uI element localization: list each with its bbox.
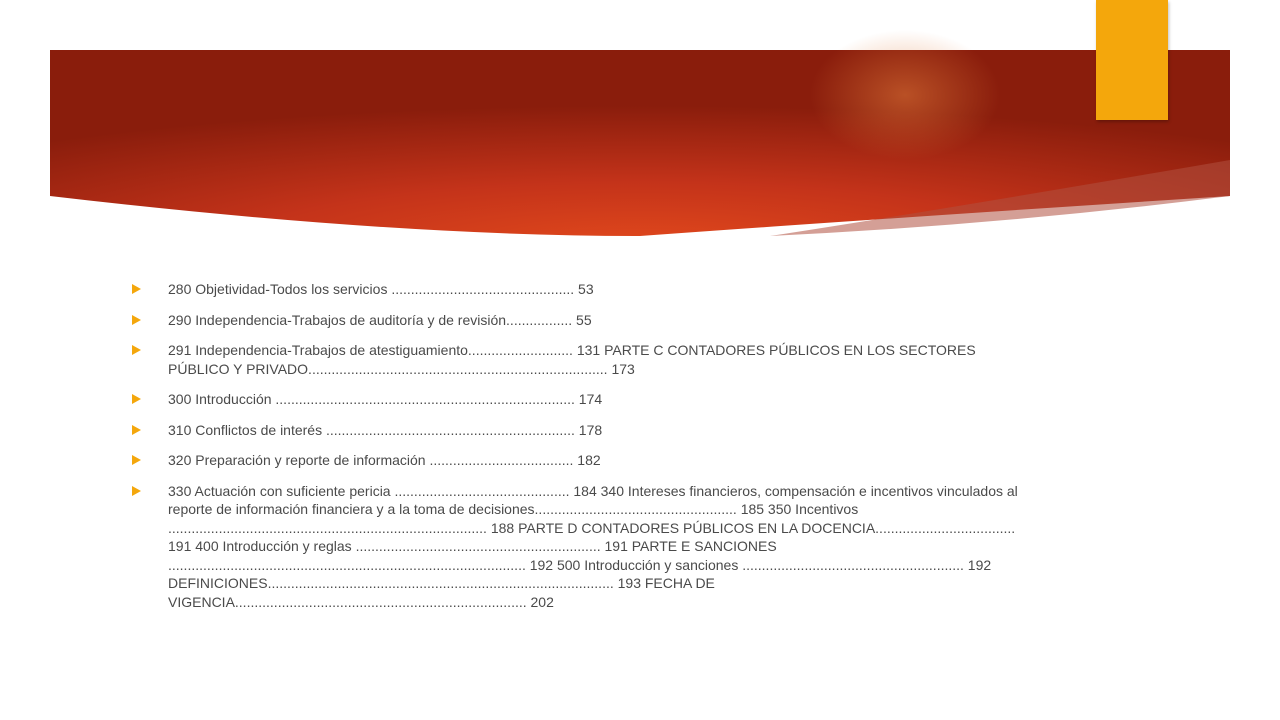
toc-item (132, 482, 1032, 612)
arrow-bullet-icon (132, 486, 141, 496)
arrow-bullet-icon (132, 394, 141, 404)
arrow-bullet-icon (132, 455, 141, 465)
toc-item (132, 280, 1032, 299)
toc-item-text: 330 Actuación con suficiente pericia ............................................. 184 340 Intereses financieros, compensación e incentivos vinculados al reporte de información financiera y a la toma de decisiones.................................................... 185 350 Incentivos .................................................................................. 188 PARTE D CONTADORES PÚBLICOS EN LA DOCENCIA.................................... 191 400 Introducción y reglas ............................................................... 191 PARTE E SANCIONES ............................................................................................ 192 500 Introducción y sanciones ......................................................... 192 DEFINICIONES......................................................................................... 193 FECHA DE VIGENCIA........................................................................... 202 (168, 482, 1018, 610)
toc-item (132, 341, 1032, 378)
toc-item-text: 310 Conflictos de interés ................................................................ 178 (168, 421, 603, 438)
arrow-bullet-icon (132, 315, 141, 325)
toc-item (132, 311, 1032, 330)
toc-item-text: 320 Preparación y reporte de información ..................................... 182 (168, 452, 601, 468)
toc-item-text: 291 Independencia-Trabajos de atestiguamiento........................... 131 PARTE C CONTADORES PÚBLICOS EN LOS SECTORES PÚBLICO Y PRIVADO............................................................................. 173 (168, 342, 976, 377)
arrow-bullet-icon (132, 425, 141, 435)
accent-tab (1096, 0, 1168, 120)
toc-item-text: 290 Independencia-Trabajos de auditoría y de revisión................. 55 (168, 311, 592, 328)
header-banner (0, 0, 1280, 250)
toc-list (132, 280, 1032, 623)
toc-item-text: 300 Introducción ............................................................................. 174 (168, 391, 603, 407)
toc-item (132, 390, 1032, 409)
banner-glow (810, 30, 1000, 160)
toc-item (132, 451, 1032, 470)
toc-item-text: 280 Objetividad-Todos los servicios ............................................... 53 (168, 281, 594, 297)
toc-item (132, 421, 1032, 440)
arrow-bullet-icon (132, 345, 141, 355)
arrow-bullet-icon (132, 284, 141, 294)
